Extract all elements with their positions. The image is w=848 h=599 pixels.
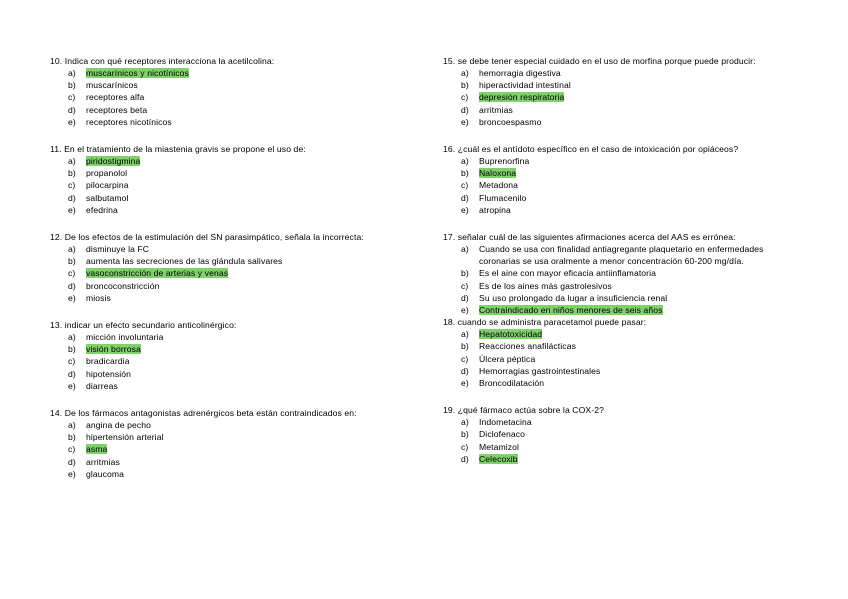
option-e: e) atropina xyxy=(461,204,511,215)
option-b: b) Reacciones anafilácticas xyxy=(461,341,576,352)
correct-answer: muscarínicos y nicotínicos xyxy=(86,68,189,78)
option-c: c) Metamizol xyxy=(461,441,520,452)
option-a: a) Indometacina xyxy=(461,417,532,428)
option-d: d) arritmias xyxy=(68,456,120,467)
correct-answer: asma xyxy=(86,444,108,455)
option-d: d) hipotensión xyxy=(68,368,132,379)
correct-answer: Celecoxib xyxy=(479,453,518,464)
option-d: d) salbutamol xyxy=(68,192,129,203)
option-d: d) arritmias xyxy=(461,104,513,115)
option-c: c) bradicardia xyxy=(68,356,130,367)
option-b: b) Es el aine con mayor eficacia antiinflamatoria xyxy=(461,268,657,279)
option-e: e) miosis xyxy=(68,292,111,303)
option-c: c) pilocarpina xyxy=(68,180,129,191)
left-column xyxy=(50,55,410,495)
question-15 xyxy=(443,55,803,128)
question-stem: 11. En el tratamiento de la miastenia gravis se propone el uso de: xyxy=(50,144,306,155)
option-e: e) glaucoma xyxy=(68,468,125,479)
option-d: d) Hemorragias gastrointestinales xyxy=(461,365,601,376)
question-stem: 18. cuando se administra paracetamol puede pasar: xyxy=(443,317,647,328)
option-b: b) Naloxona xyxy=(461,168,517,179)
question-14 xyxy=(50,407,410,480)
correct-answer: Hepatotoxicidad xyxy=(479,329,543,340)
correct-answer: Contraindicado en niños menores de seis años xyxy=(479,305,663,316)
option-a: a) angina de pecho xyxy=(68,420,152,431)
question-stem: 12. De los efectos de la estimulación del SN parasimpático, señala la incorrecta: xyxy=(50,232,364,243)
question-stem: 15. se debe tener especial cuidado en el uso de morfina porque puede producir: xyxy=(443,56,756,66)
option-e: e) Broncodilatación xyxy=(461,378,545,389)
option-d: d) Celecoxib xyxy=(461,453,518,464)
option-c: c) receptores alfa xyxy=(68,92,145,103)
option-d: d) Su uso prolongado da lugar a insuficiencia renal xyxy=(461,292,668,303)
question-stem: 13. indicar un efecto secundario anticolinérgico: xyxy=(50,320,237,331)
option-c: c) Úlcera péptica xyxy=(461,353,536,364)
option-a: a) muscarínicos y nicotínicos xyxy=(68,68,189,78)
option-a: a) Hepatotoxicidad xyxy=(461,329,543,340)
option-e: e) broncoespasmo xyxy=(461,116,542,127)
option-d: d) receptores beta xyxy=(68,104,148,115)
question-stem: 19. ¿qué fármaco actúa sobre la COX-2? xyxy=(443,405,604,416)
option-b: b) muscarínicos xyxy=(68,80,138,91)
question-10 xyxy=(50,55,410,128)
question-stem: 17. señalar cuál de las siguientes afirmaciones acerca del AAS es errónea: xyxy=(443,232,736,243)
option-a: a) hemorragia digestiva xyxy=(461,68,561,78)
question-18 xyxy=(443,316,803,389)
correct-answer: visión borrosa xyxy=(86,344,141,355)
option-a: a) disminuye la FC xyxy=(68,244,150,255)
correct-answer: vasoconstricción de arterias y venas xyxy=(86,268,229,279)
option-c: c) vasoconstricción de arterias y venas xyxy=(68,268,229,279)
option-a: a) Cuando se usa con finalidad antiagregante plaquetario en enfermedades coronarias se usa oralmente a menor concentración 60-200 mg/día. xyxy=(461,244,764,267)
option-a: a) Buprenorfina xyxy=(461,156,530,167)
question-12 xyxy=(50,231,410,304)
question-19 xyxy=(443,404,803,465)
option-c: c) Metadona xyxy=(461,180,519,191)
question-16 xyxy=(443,143,803,216)
right-column xyxy=(443,55,803,480)
option-e: e) diarreas xyxy=(68,380,118,391)
option-a: a) piridostigmina xyxy=(68,156,141,167)
question-stem: 14. De los fármacos antagonistas adrenérgicos beta están contraindicados en: xyxy=(50,408,357,419)
option-c: c) asma xyxy=(68,444,108,455)
option-e: e) receptores nicotínicos xyxy=(68,116,172,127)
option-c: c) depresión respiratoria xyxy=(461,92,565,103)
option-c: c) Es de los aines más gastrolesivos xyxy=(461,280,612,291)
option-b: b) aumenta las secreciones de las glándula salivares xyxy=(68,256,283,267)
correct-answer: piridostigmina xyxy=(86,156,141,167)
question-stem: 16. ¿cuál es el antídoto específico en el caso de intoxicación por opiáceos? xyxy=(443,144,739,155)
option-b: b) hipertensión arterial xyxy=(68,432,164,443)
option-e: e) Contraindicado en niños menores de seis años xyxy=(461,305,663,316)
option-d: d) broncoconstricción xyxy=(68,280,160,291)
option-b: b) visión borrosa xyxy=(68,344,141,355)
question-17 xyxy=(443,231,803,316)
option-b: b) hiperactividad intestinal xyxy=(461,80,571,91)
option-e: e) efedrina xyxy=(68,204,118,215)
question-stem: 10. Indica con qué receptores interacciona la acetilcolina: xyxy=(50,56,275,66)
question-11 xyxy=(50,143,410,216)
option-b: b) Diclofenaco xyxy=(461,429,526,440)
correct-answer: depresión respiratoria xyxy=(479,92,565,103)
question-13 xyxy=(50,319,410,392)
option-b: b) propanolol xyxy=(68,168,128,179)
correct-answer: Naloxona xyxy=(479,168,517,179)
option-d: d) Flumacenilo xyxy=(461,192,527,203)
option-a: a) micción involuntaria xyxy=(68,332,164,343)
